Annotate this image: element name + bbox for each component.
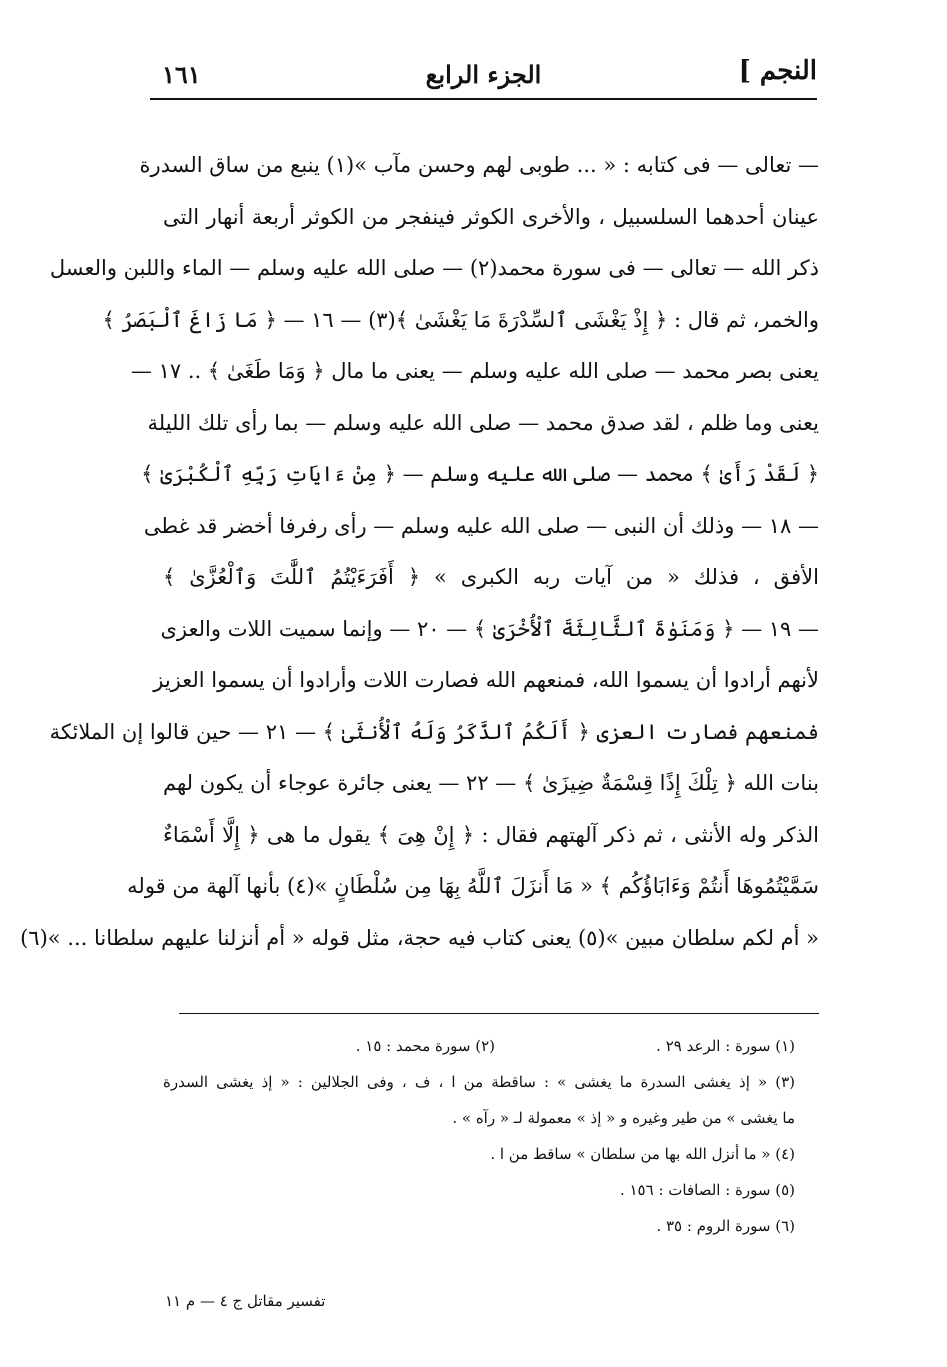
footnote-6: (٦) سورة الروم : ٣٥ .	[656, 1217, 795, 1235]
page-number: ١٦١	[162, 60, 201, 89]
footnote-3: (٣) « إذ يغشى السدرة ما يغشى » : ساقطة من ا ، ف ، وفى الجلالين : « إذ يغشى السدرة	[163, 1073, 795, 1091]
text-line: عينان أحدهما السلسبيل ، والأخرى الكوثر فينفجر من الكوثر أربعة أنهار التى	[163, 204, 819, 229]
text-line: فمنعهم فصارت العزى ﴿ أَلَكُمُ ٱلذَّكَرُ وَلَهُ ٱلْأُنثَىٰ ﴾ — ٢١ — حين قالوا إن الملائكة	[49, 719, 819, 744]
text-line: الذكر وله الأنثى ، ثم ذكر آلهتهم فقال : ﴿ إِنْ هِىَ ﴾ يقول ما هى ﴿ إِلَّا أَسْمَاءٌ	[163, 822, 819, 847]
text-line: — ١٩ — ﴿ وَمَنَوٰةَ ٱلثَّالِثَةَ ٱلْأُخْرَىٰ ﴾ — ٢٠ — وإنما سميت اللات والعزى	[160, 616, 819, 641]
footnote-row	[163, 1028, 795, 1064]
text-line: لأنهم أرادوا أن يسموا الله، فمنعهم الله فصارت اللات وأرادوا أن يسموا العزيز	[153, 668, 819, 692]
text-line: الأفق ، فذلك « من آيات ربه الكبرى » ﴿ أَفَرَءَيْتُمُ ٱللَّٰتَ وَٱلْعُزَّىٰ ﴾	[163, 565, 819, 589]
footnote-3-continued: ما يغشى » من طير وغيره و « إذ » معمولة لـ « رآه » .	[452, 1109, 795, 1127]
printer-signature: تفسير مقاتل ج ٤ — م ١١	[165, 1292, 326, 1310]
text-line: سَمَّيْتُمُوهَا أَنتُمْ وَءَابَاؤُكُم ﴾ « مَا أَنزَلَ ٱللَّهُ بِهَا مِن سُلْطَانٍ »(٤) بأنها آلهة من قوله	[127, 874, 819, 898]
text-line: يعنى وما ظلم ، لقد صدق محمد — صلى الله عليه وسلم — بما رأى تلك الليلة	[147, 410, 819, 435]
footnotes	[163, 1028, 795, 1244]
header-rule	[150, 98, 817, 100]
footnote-2: (٢) سورة محمد : ١٥ .	[355, 1037, 495, 1055]
text-line: — تعالى — فى كتابه : « ... طوبى لهم وحسن مآب »(١) ينبع من ساق السدرة	[139, 153, 819, 177]
sura-title: النجم ]	[738, 56, 817, 86]
text-line: بنات الله ﴿ تِلْكَ إِذًا قِسْمَةٌ ضِيزَىٰ ﴾ — ٢٢ — يعنى جائرة عوجاء أن يكون لهم	[163, 771, 819, 795]
footnote-5: (٥) سورة : الصافات : ١٥٦ .	[619, 1181, 795, 1199]
footnote-rule	[179, 1013, 819, 1014]
footnote-4: (٤) « ما أنزل الله بها من سلطان » ساقط من ا .	[490, 1145, 795, 1163]
main-text	[20, 140, 819, 964]
running-header	[150, 52, 817, 102]
text-line: يعنى بصر محمد — صلى الله عليه وسلم — يعنى ما مال ﴿ وَمَا طَغَىٰ ﴾ .. ١٧ —	[130, 359, 819, 383]
footnote-1: (١) سورة : الرعد ٢٩ .	[656, 1037, 795, 1055]
text-line: ﴿ لَقَدْ رَأَىٰ ﴾ محمد — صلى الله عليه وسلم — ﴿ مِنْ ءَايَاتِ رَبِّهِ ٱلْكُبْرَىٰ ﴾	[141, 462, 819, 486]
text-line: « أم لكم سلطان مبين »(٥) يعنى كتاب فيه حجة، مثل قوله « أم أنزلنا عليهم سلطانا ... »(٦)	[20, 925, 819, 950]
text-line: والخمر، ثم قال : ﴿ إِذْ يَغْشَى ٱلسِّدْرَةَ مَا يَغْشَىٰ ﴾(٣) — ١٦ — ﴿ مَا زَاغَ ٱلْبَصَرُ ﴾	[102, 307, 819, 332]
text-line: ذكر الله — تعالى — فى سورة محمد(٢) — صلى الله عليه وسلم — الماء واللبن والعسل	[49, 256, 819, 280]
text-line: — ١٨ — وذلك أن النبى — صلى الله عليه وسلم — رأى رفرفا أخضر قد غطى	[143, 513, 819, 538]
part-title: الجزء الرابع	[425, 60, 542, 89]
